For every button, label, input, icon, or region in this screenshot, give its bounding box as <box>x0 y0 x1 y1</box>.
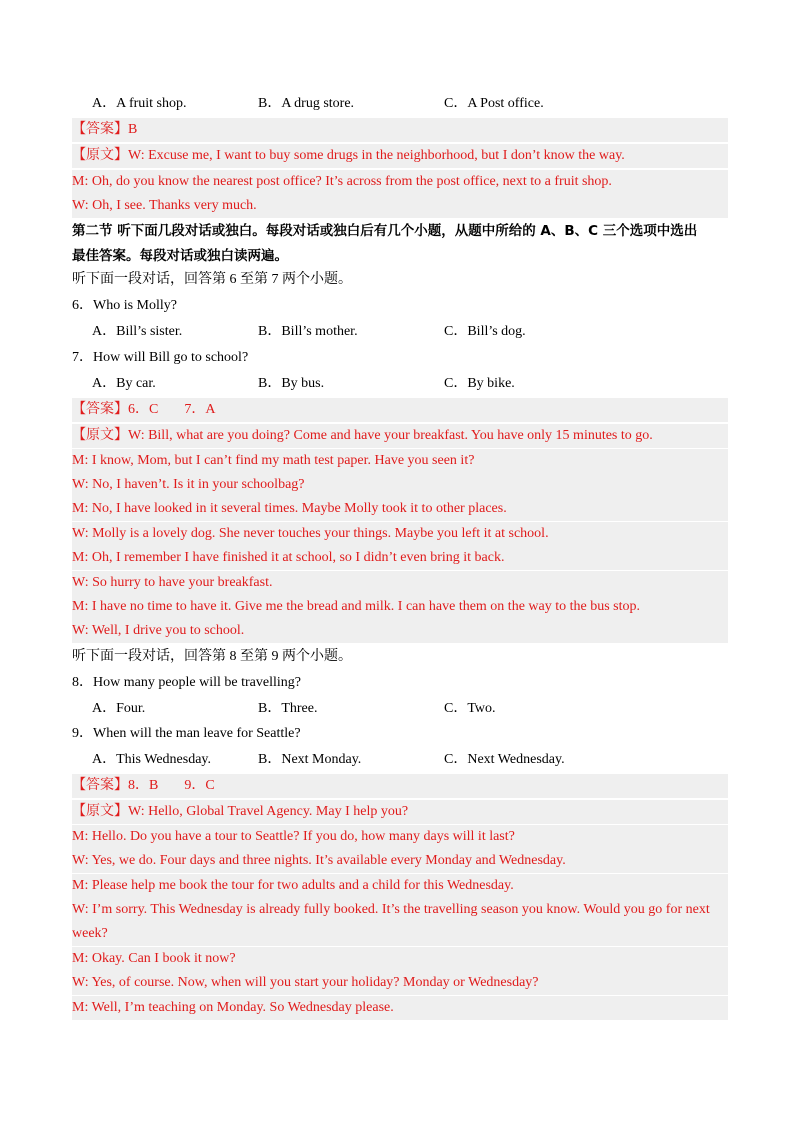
dialog-intro: 听下面一段对话，回答第 6 至第 7 两个小题。 <box>72 272 352 287</box>
q9-option-c: C．Next Wednesday. <box>444 752 565 767</box>
script-tag: 【原文】 <box>72 804 128 819</box>
question-6: 6．Who is Molly? <box>72 298 177 313</box>
q7-options <box>72 372 728 396</box>
q5-options <box>72 92 728 116</box>
script-line <box>72 800 728 824</box>
script-line: M: I know, Mom, but I can’t find my math test paper. Have you seen it? <box>72 449 728 473</box>
script-line: W: I’m sorry. This Wednesday is already fully booked. It’s the travelling season you know. Would you go for next <box>72 898 728 922</box>
script-line: M: Well, I’m teaching on Monday. So Wednesday please. <box>72 996 728 1020</box>
script-text: W: Excuse me, I want to buy some drugs in the neighborhood, but I don’t know the way. <box>128 148 625 163</box>
question-9: 9．When will the man leave for Seattle? <box>72 726 301 741</box>
answer-7: 7．A <box>184 402 216 417</box>
script-line: M: No, I have looked in it several times. Maybe Molly took it to other places. <box>72 497 728 521</box>
question-7: 7．How will Bill go to school? <box>72 350 249 365</box>
answer-tag: 【答案】 <box>72 122 128 137</box>
script-line <box>72 424 728 448</box>
q5-option-b: B．A drug store. <box>258 96 355 111</box>
q8-option-b: B．Three. <box>258 701 318 716</box>
q5-script-line: W: Oh, I see. Thanks very much. <box>72 194 728 218</box>
q5-option-c: C．A Post office. <box>444 96 544 111</box>
script-text: W: Hello, Global Travel Agency. May I help you? <box>128 804 409 819</box>
dialog89-answer <box>72 774 728 798</box>
q5-answer <box>72 118 728 142</box>
q8-option-a: A．Four. <box>92 701 146 716</box>
script-line: M: Please help me book the tour for two adults and a child for this Wednesday. <box>72 874 728 898</box>
dialog-intro: 听下面一段对话，回答第 8 至第 9 两个小题。 <box>72 649 352 664</box>
script-line: W: Yes, of course. Now, when will you start your holiday? Monday or Wednesday? <box>72 971 728 995</box>
script-line: M: I have no time to have it. Give me the bread and milk. I can have them on the way to the bus stop. <box>72 595 728 619</box>
q6-options <box>72 320 728 344</box>
script-tag: 【原文】 <box>72 428 128 443</box>
script-line: W: Well, I drive you to school. <box>72 619 728 643</box>
q7-option-c: C．By bike. <box>444 376 515 391</box>
q5-script-line <box>72 144 728 168</box>
answer-8: 8．B <box>128 778 159 793</box>
script-line: week? <box>72 922 728 946</box>
q9-options <box>72 748 728 772</box>
answer-tag: 【答案】 <box>72 402 128 417</box>
script-tag: 【原文】 <box>72 148 128 163</box>
q8-option-c: C．Two. <box>444 701 496 716</box>
q7-option-b: B．By bus. <box>258 376 325 391</box>
script-line: W: So hurry to have your breakfast. <box>72 571 728 595</box>
q5-option-a: A．A fruit shop. <box>92 96 187 111</box>
q6-option-b: B．Bill’s mother. <box>258 324 358 339</box>
question-8: 8．How many people will be travelling? <box>72 675 301 690</box>
q9-option-a: A．This Wednesday. <box>92 752 212 767</box>
answer-9: 9．C <box>184 778 215 793</box>
script-line: M: Okay. Can I book it now? <box>72 947 728 971</box>
dialog67-answer <box>72 398 728 422</box>
script-text: W: Bill, what are you doing? Come and have your breakfast. You have only 15 minutes to go. <box>128 428 653 443</box>
q9-option-b: B．Next Monday. <box>258 752 362 767</box>
answer-tag: 【答案】 <box>72 778 128 793</box>
q6-option-a: A．Bill’s sister. <box>92 324 183 339</box>
section-heading: 第二节 听下面几段对话或独白。每段对话或独白后有几个小题，从题中所给的 A、B、C 三个选项中选出 <box>72 223 698 239</box>
script-line: W: No, I haven’t. Is it in your schoolbag? <box>72 473 728 497</box>
q8-options <box>72 697 728 721</box>
answer-value: B <box>128 122 138 137</box>
script-line: W: Yes, we do. Four days and three nights. It’s available every Monday and Wednesday. <box>72 849 728 873</box>
answer-6: 6．C <box>128 402 159 417</box>
section-heading-cont: 最佳答案。每段对话或独白读两遍。 <box>72 248 288 264</box>
script-line: M: Hello. Do you have a tour to Seattle? If you do, how many days will it last? <box>72 825 728 849</box>
script-line: W: Molly is a lovely dog. She never touches your things. Maybe you left it at school. <box>72 522 728 546</box>
q5-script-line: M: Oh, do you know the nearest post office? It’s across from the post office, next to a fruit shop. <box>72 170 728 194</box>
q7-option-a: A．By car. <box>92 376 156 391</box>
q6-option-c: C．Bill’s dog. <box>444 324 526 339</box>
script-line: M: Oh, I remember I have finished it at school, so I didn’t even bring it back. <box>72 546 728 570</box>
